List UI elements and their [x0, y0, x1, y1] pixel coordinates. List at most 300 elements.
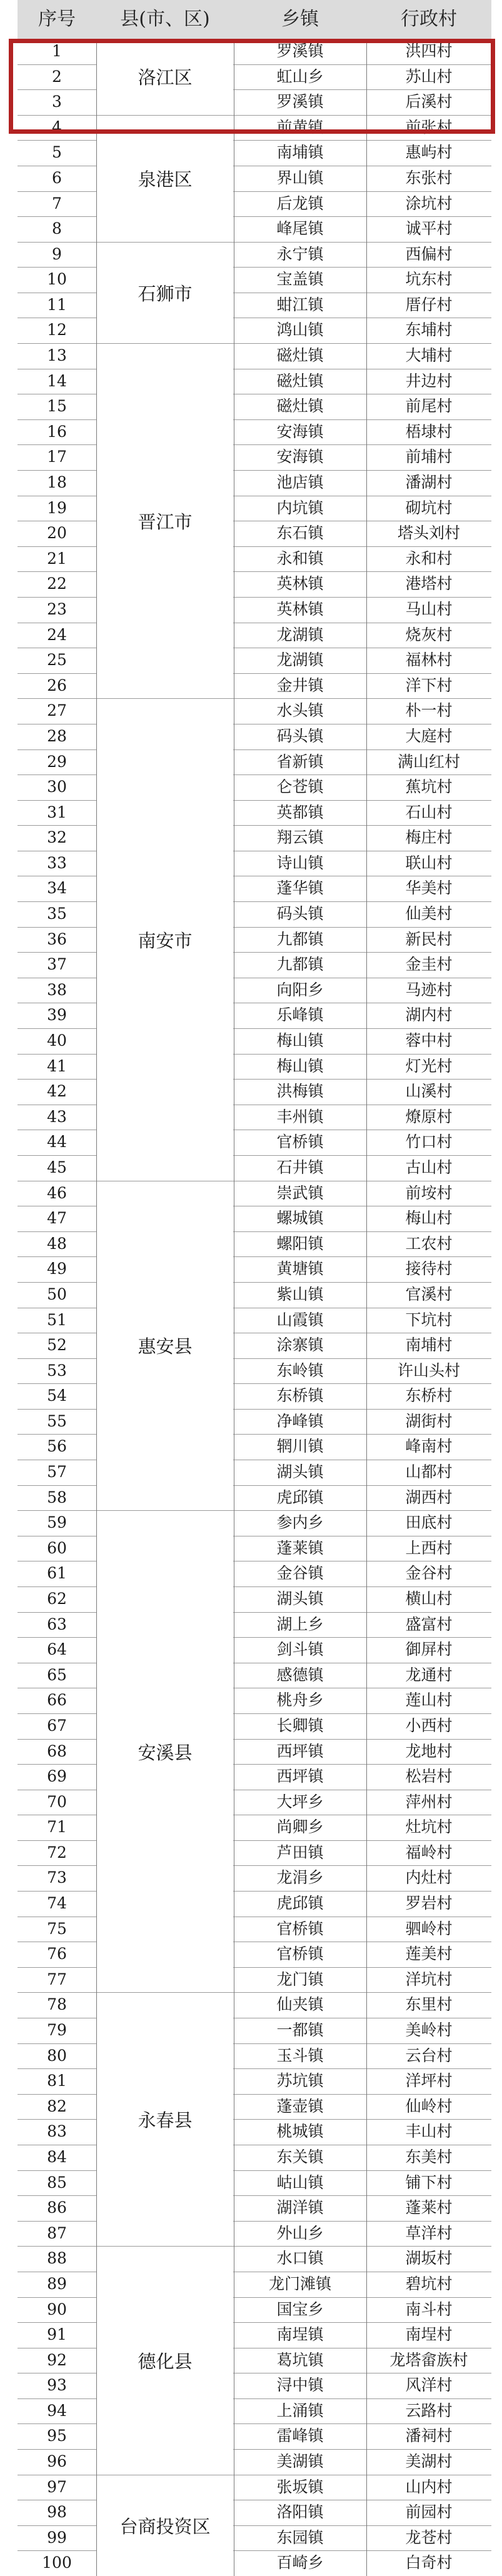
row-index: 91: [47, 2325, 67, 2344]
row-index: 17: [47, 448, 67, 466]
row-village: 燎原村: [405, 1107, 453, 1126]
row-index: 78: [47, 1995, 67, 2014]
row-village: 古山村: [405, 1158, 453, 1176]
row-township: 剑斗镇: [276, 1640, 324, 1659]
row-index: 74: [47, 1894, 67, 1913]
row-village: 福林村: [405, 651, 453, 669]
row-village: 铺下村: [405, 2173, 453, 2192]
row-township: 百崎乡: [276, 2553, 324, 2572]
row-index: 26: [47, 676, 67, 694]
row-index: 62: [47, 1589, 67, 1608]
row-divider: [18, 1764, 491, 1765]
row-divider: [18, 901, 491, 902]
row-divider: [18, 2119, 491, 2120]
row-divider: [18, 140, 491, 141]
row-index: 79: [47, 2021, 67, 2040]
row-township: 前黄镇: [276, 118, 324, 136]
row-index: 76: [47, 1945, 67, 1963]
row-village: 白奇村: [405, 2553, 453, 2572]
row-index: 81: [47, 2072, 67, 2090]
row-township: 西坪镇: [276, 1767, 324, 1786]
row-divider: [18, 1612, 491, 1613]
row-village: 后溪村: [405, 93, 453, 111]
county-cell: 德化县: [97, 2247, 233, 2474]
row-township: 参内乡: [276, 1513, 324, 1532]
row-township: 内坑镇: [276, 498, 324, 517]
row-village: 山溪村: [405, 1082, 453, 1101]
row-village: 接待村: [405, 1260, 453, 1278]
row-index: 14: [47, 371, 67, 390]
row-village: 工农村: [405, 1234, 453, 1253]
row-index: 13: [47, 346, 67, 365]
row-index: 25: [47, 651, 67, 669]
row-township: 金谷镇: [276, 1564, 324, 1583]
row-township: 螺城镇: [276, 1209, 324, 1228]
row-index: 42: [47, 1082, 67, 1101]
row-divider: [18, 1256, 491, 1257]
row-index: 38: [47, 980, 67, 999]
row-township: 南埔镇: [276, 143, 324, 162]
row-divider: [18, 1155, 491, 1156]
row-township: 螺阳镇: [276, 1234, 324, 1253]
county-cell: 南安市: [97, 699, 233, 1180]
row-divider: [18, 419, 491, 420]
row-village: 大庭村: [405, 726, 453, 745]
row-index: 24: [47, 625, 67, 644]
row-village: 云台村: [405, 2046, 453, 2065]
row-township: 水头镇: [276, 701, 324, 720]
row-township: 崇武镇: [276, 1183, 324, 1202]
row-township: 界山镇: [276, 168, 324, 187]
row-divider: [18, 191, 491, 192]
row-village: 金圭村: [405, 955, 453, 974]
row-divider: [18, 1434, 491, 1435]
row-index: 100: [42, 2553, 72, 2572]
row-index: 85: [47, 2173, 67, 2192]
header-village: 行政村: [401, 8, 457, 30]
row-divider: [18, 927, 491, 928]
row-index: 6: [52, 168, 62, 187]
row-divider: [18, 1840, 491, 1841]
county-cell: 惠安县: [97, 1181, 233, 1511]
row-divider: [18, 1637, 491, 1638]
row-index: 27: [47, 701, 67, 720]
row-township: 龙门镇: [276, 1970, 324, 1988]
row-divider: [18, 2068, 491, 2069]
row-index: 92: [47, 2350, 67, 2369]
row-index: 80: [47, 2046, 67, 2065]
row-township: 上涌镇: [276, 2401, 324, 2420]
row-divider: [18, 597, 491, 598]
row-divider: [18, 1739, 491, 1740]
row-township: 东桥镇: [276, 1386, 324, 1405]
row-divider: [18, 2170, 491, 2171]
row-township: 东园镇: [276, 2528, 324, 2547]
column-divider: [96, 39, 97, 2576]
row-divider: [18, 1891, 491, 1892]
row-township: 虹山乡: [276, 67, 324, 86]
row-township: 蓬莱镇: [276, 1538, 324, 1557]
row-township: 玉斗镇: [276, 2046, 324, 2065]
row-index: 34: [47, 879, 67, 898]
row-village: 云路村: [405, 2401, 453, 2420]
row-index: 52: [47, 1336, 67, 1355]
row-index: 32: [47, 828, 67, 847]
row-village: 龙通村: [405, 1665, 453, 1684]
row-township: 码头镇: [276, 905, 324, 923]
row-village: 新民村: [405, 930, 453, 948]
row-village: 石山村: [405, 803, 453, 821]
row-divider: [18, 1409, 491, 1410]
row-township: 英都镇: [276, 803, 324, 821]
row-township: 尚卿乡: [276, 1818, 324, 1837]
row-village: 许山头村: [397, 1361, 460, 1380]
row-divider: [18, 2094, 491, 2095]
row-divider: [18, 2550, 491, 2551]
row-village: 蓉中村: [405, 1031, 453, 1050]
row-divider: [18, 774, 491, 775]
row-village: 盛富村: [405, 1615, 453, 1633]
row-village: 诚平村: [405, 219, 453, 238]
row-village: 美湖村: [405, 2452, 453, 2471]
row-divider: [18, 571, 491, 572]
row-township: 石井镇: [276, 1158, 324, 1176]
row-index: 5: [52, 143, 62, 162]
row-township: 安海镇: [276, 422, 324, 441]
row-index: 99: [47, 2528, 67, 2547]
row-divider: [18, 1485, 491, 1486]
row-index: 65: [47, 1665, 67, 1684]
row-divider: [18, 1967, 491, 1968]
row-township: 官桥镇: [276, 1919, 324, 1938]
row-index: 61: [47, 1564, 67, 1583]
row-index: 19: [47, 498, 67, 517]
row-township: 磁灶镇: [276, 371, 324, 390]
row-index: 37: [47, 955, 67, 974]
row-index: 56: [47, 1437, 67, 1456]
row-index: 90: [47, 2300, 67, 2318]
row-village: 东桥村: [405, 1386, 453, 1405]
row-township: 仑苍镇: [276, 778, 324, 796]
row-village: 马山村: [405, 599, 453, 618]
row-village: 龙地村: [405, 1742, 453, 1760]
row-index: 47: [47, 1209, 67, 1228]
row-township: 英林镇: [276, 599, 324, 618]
row-divider: [18, 343, 491, 344]
row-township: 净峰镇: [276, 1411, 324, 1430]
row-township: 水口镇: [276, 2249, 324, 2268]
row-divider: [18, 698, 491, 699]
row-township: 九都镇: [276, 930, 324, 948]
row-index: 57: [47, 1463, 67, 1481]
row-township: 蓬壶镇: [276, 2097, 324, 2115]
row-divider: [18, 952, 491, 953]
row-township: 梅山镇: [276, 1031, 324, 1050]
row-township: 翔云镇: [276, 828, 324, 847]
row-index: 93: [47, 2376, 67, 2395]
row-village: 官溪村: [405, 1285, 453, 1303]
row-township: 东岭镇: [276, 1361, 324, 1380]
row-village: 龙苍村: [405, 2528, 453, 2547]
row-township: 长卿镇: [276, 1716, 324, 1735]
row-township: 东关镇: [276, 2147, 324, 2166]
row-village: 湖西村: [405, 1488, 453, 1506]
row-index: 3: [52, 93, 62, 111]
row-township: 英林镇: [276, 574, 324, 593]
row-divider: [18, 1282, 491, 1283]
row-township: 苏坑镇: [276, 2072, 324, 2090]
row-divider: [18, 1028, 491, 1029]
row-village: 小西村: [405, 1716, 453, 1735]
row-township: 西坪镇: [276, 1742, 324, 1760]
row-divider: [18, 1054, 491, 1055]
row-village: 蓬莱村: [405, 2198, 453, 2217]
row-divider: [18, 2398, 491, 2399]
row-village: 内灶村: [405, 1868, 453, 1887]
row-village: 湖街村: [405, 1411, 453, 1430]
row-township: 岵山镇: [276, 2173, 324, 2192]
row-divider: [18, 800, 491, 801]
row-village: 碧坑村: [405, 2274, 453, 2293]
row-village: 前园村: [405, 2503, 453, 2522]
row-township: 罗溪镇: [276, 42, 324, 60]
row-index: 29: [47, 752, 67, 771]
row-township: 池店镇: [276, 473, 324, 492]
row-divider: [18, 216, 491, 217]
row-village: 西偏村: [405, 244, 453, 263]
row-township: 官桥镇: [276, 1945, 324, 1963]
row-village: 东里村: [405, 1995, 453, 2014]
row-village: 前垵村: [405, 1183, 453, 1202]
row-township: 洛阳镇: [276, 2503, 324, 2522]
row-village: 港塔村: [405, 574, 453, 593]
row-village: 朴一村: [405, 701, 453, 720]
row-village: 南埕村: [405, 2325, 453, 2344]
row-index: 28: [47, 726, 67, 745]
row-township: 国宝乡: [276, 2300, 324, 2318]
row-village: 前埔村: [405, 448, 453, 466]
row-index: 45: [47, 1158, 67, 1176]
row-index: 44: [47, 1133, 67, 1151]
row-index: 69: [47, 1767, 67, 1786]
row-village: 湖坂村: [405, 2249, 453, 2268]
row-township: 宝盖镇: [276, 270, 324, 289]
row-village: 莲美村: [405, 1945, 453, 1963]
row-township: 磁灶镇: [276, 397, 324, 416]
county-cell: 晋江市: [97, 344, 233, 698]
row-township: 涂寨镇: [276, 1336, 324, 1355]
row-township: 蚶江镇: [276, 295, 324, 314]
row-township: 丰州镇: [276, 1107, 324, 1126]
row-township: 官桥镇: [276, 1133, 324, 1151]
row-index: 46: [47, 1183, 67, 1202]
row-divider: [18, 1992, 491, 1993]
row-index: 43: [47, 1107, 67, 1126]
row-township: 龙湖镇: [276, 651, 324, 669]
row-village: 丰山村: [405, 2122, 453, 2141]
row-village: 福岭村: [405, 1843, 453, 1862]
row-index: 98: [47, 2503, 67, 2522]
row-township: 紫山镇: [276, 1285, 324, 1303]
row-township: 湖上乡: [276, 1615, 324, 1633]
row-township: 龙门滩镇: [268, 2274, 331, 2293]
row-village: 惠屿村: [405, 143, 453, 162]
row-township: 桃城镇: [276, 2122, 324, 2141]
row-township: 诗山镇: [276, 853, 324, 872]
row-index: 53: [47, 1361, 67, 1380]
row-township: 虎邱镇: [276, 1488, 324, 1506]
row-village: 永和村: [405, 549, 453, 568]
row-index: 9: [52, 244, 62, 263]
row-township: 安海镇: [276, 448, 324, 466]
row-index: 7: [52, 194, 62, 213]
row-index: 40: [47, 1031, 67, 1050]
row-village: 砌坑村: [405, 498, 453, 517]
row-township: 向阳乡: [276, 980, 324, 999]
row-index: 30: [47, 778, 67, 796]
row-village: 洋坪村: [405, 2072, 453, 2090]
row-township: 感德镇: [276, 1665, 324, 1684]
row-village: 风洋村: [405, 2376, 453, 2395]
header-index: 序号: [38, 8, 76, 30]
row-township: 芦田镇: [276, 1843, 324, 1862]
row-village: 前张村: [405, 118, 453, 136]
row-village: 蕉坑村: [405, 778, 453, 796]
row-village: 上西村: [405, 1538, 453, 1557]
row-divider: [18, 2195, 491, 2196]
row-index: 15: [47, 397, 67, 416]
row-township: 一都镇: [276, 2021, 324, 2040]
header-township: 乡镇: [281, 8, 319, 30]
row-township: 外山乡: [276, 2223, 324, 2242]
row-divider: [18, 2043, 491, 2044]
row-index: 84: [47, 2147, 67, 2166]
row-township: 乐峰镇: [276, 1006, 324, 1025]
row-township: 山霞镇: [276, 1310, 324, 1329]
row-index: 50: [47, 1285, 67, 1303]
row-divider: [18, 64, 491, 65]
row-village: 东埔村: [405, 321, 453, 339]
row-index: 59: [47, 1513, 67, 1532]
row-index: 58: [47, 1488, 67, 1506]
row-divider: [18, 242, 491, 243]
row-village: 东张村: [405, 168, 453, 187]
row-index: 73: [47, 1868, 67, 1887]
table-header: [18, 0, 491, 40]
row-township: 张坂镇: [276, 2477, 324, 2496]
row-index: 48: [47, 1234, 67, 1253]
row-township: 金井镇: [276, 676, 324, 694]
row-village: 美岭村: [405, 2021, 453, 2040]
county-cell: 石狮市: [97, 243, 233, 343]
row-index: 88: [47, 2249, 67, 2268]
row-village: 御屏村: [405, 1640, 453, 1659]
row-township: 雷峰镇: [276, 2427, 324, 2445]
row-village: 南斗村: [405, 2300, 453, 2318]
row-township: 蓬华镇: [276, 879, 324, 898]
row-village: 坑东村: [405, 270, 453, 289]
row-village: 洪四村: [405, 42, 453, 60]
row-village: 山内村: [405, 2477, 453, 2496]
row-village: 联山村: [405, 853, 453, 872]
row-township: 黄塘镇: [276, 1260, 324, 1278]
header-county: 县(市、区): [120, 8, 210, 30]
row-index: 12: [47, 321, 67, 339]
row-index: 39: [47, 1006, 67, 1025]
row-index: 22: [47, 574, 67, 593]
row-township: 峰尾镇: [276, 219, 324, 238]
row-township: 南埕镇: [276, 2325, 324, 2344]
row-village: 灯光村: [405, 1056, 453, 1075]
county-cell: 台商投资区: [97, 2475, 233, 2576]
row-divider: [18, 1231, 491, 1232]
row-divider: [18, 825, 491, 826]
row-index: 16: [47, 422, 67, 441]
row-divider: [18, 673, 491, 674]
row-village: 峰南村: [405, 1437, 453, 1456]
row-index: 94: [47, 2401, 67, 2420]
row-divider: [18, 749, 491, 750]
row-divider: [18, 1079, 491, 1080]
row-index: 10: [47, 270, 67, 289]
row-township: 美湖镇: [276, 2452, 324, 2471]
row-township: 大坪乡: [276, 1792, 324, 1811]
row-village: 涂坑村: [405, 194, 453, 213]
row-village: 金谷村: [405, 1564, 453, 1583]
row-township: 永和镇: [276, 549, 324, 568]
row-divider: [18, 2322, 491, 2323]
row-divider: [18, 1713, 491, 1714]
row-index: 83: [47, 2122, 67, 2141]
row-village: 梅山村: [405, 1209, 453, 1228]
county-cell: 洛江区: [97, 39, 233, 115]
row-index: 87: [47, 2223, 67, 2242]
row-index: 75: [47, 1919, 67, 1938]
row-township: 辋川镇: [276, 1437, 324, 1456]
row-village: 洋下村: [405, 676, 453, 694]
row-index: 67: [47, 1716, 67, 1735]
row-divider: [18, 546, 491, 547]
row-divider: [18, 2449, 491, 2450]
row-village: 灶坑村: [405, 1818, 453, 1837]
row-village: 莲山村: [405, 1691, 453, 1710]
row-township: 九都镇: [276, 955, 324, 974]
row-index: 1: [52, 42, 62, 60]
row-village: 梅庄村: [405, 828, 453, 847]
row-index: 86: [47, 2198, 67, 2217]
row-village: 梧埭村: [405, 422, 453, 441]
row-village: 竹口村: [405, 1133, 453, 1151]
row-divider: [18, 470, 491, 471]
row-village: 草洋村: [405, 2223, 453, 2242]
row-village: 下坑村: [405, 1310, 453, 1329]
row-village: 华美村: [405, 879, 453, 898]
row-township: 虎邱镇: [276, 1894, 324, 1913]
row-divider: [18, 444, 491, 445]
row-divider: [18, 115, 491, 116]
row-index: 70: [47, 1792, 67, 1811]
column-divider: [366, 39, 367, 2576]
row-index: 41: [47, 1056, 67, 1075]
row-township: 浔中镇: [276, 2376, 324, 2395]
row-township: 永宁镇: [276, 244, 324, 263]
row-index: 51: [47, 1310, 67, 1329]
row-index: 11: [47, 295, 67, 314]
row-index: 49: [47, 1260, 67, 1278]
row-index: 54: [47, 1386, 67, 1405]
row-index: 60: [47, 1538, 67, 1557]
row-index: 71: [47, 1818, 67, 1837]
